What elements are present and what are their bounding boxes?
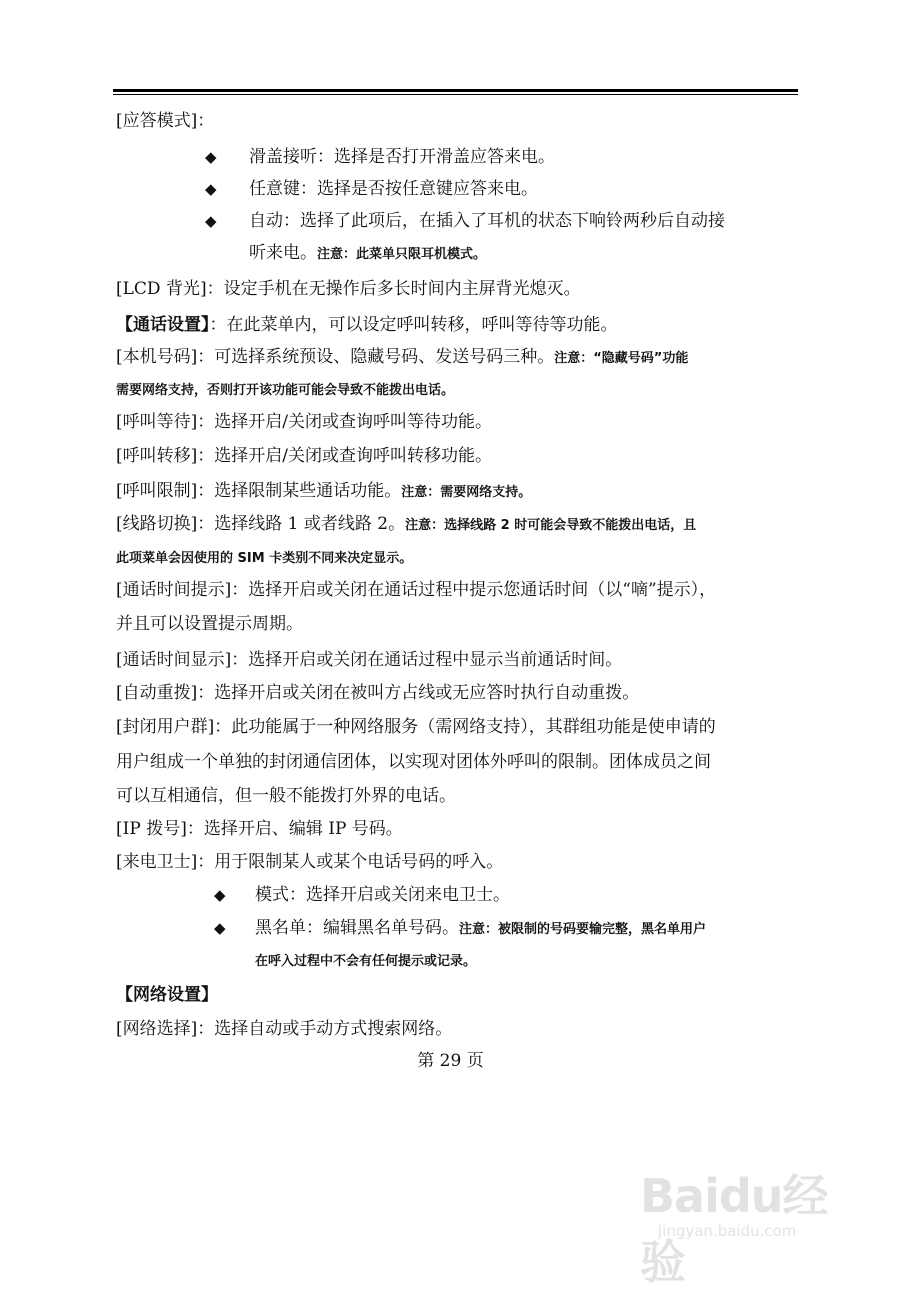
bullet-icon: ◆ bbox=[214, 919, 226, 937]
header-rule bbox=[113, 89, 798, 92]
section-heading: 【通话设置】 bbox=[116, 315, 210, 335]
item-call-time-reminder-cont: 并且可以设置提示周期。 bbox=[116, 614, 303, 634]
list-item-auto: 自动：选择了此项后，在插入了耳机的状态下响铃两秒后自动接 bbox=[249, 211, 725, 231]
watermark-logo: Baidu经验 bbox=[640, 1169, 828, 1289]
section-call-settings: 【通话设置】：在此菜单内，可以设定呼叫转移，呼叫等待等功能。 bbox=[116, 315, 618, 335]
item-cug: [封闭用户群]：此功能属于一种网络服务（需网络支持），其群组功能是使申请的 bbox=[116, 717, 716, 737]
watermark-url: jingyan.baidu.com bbox=[658, 1222, 797, 1240]
list-item-auto-cont: 听来电。注意：此菜单只限耳机模式。 bbox=[249, 243, 487, 263]
section-heading: 【网络设置】 bbox=[116, 985, 218, 1005]
item-cug-cont-1: 用户组成一个单独的封闭通信团体，以实现对团体外呼叫的限制。团体成员之间 bbox=[116, 752, 711, 772]
item-call-barring: [呼叫限制]：选择限制某些通话功能。注意：需要网络支持。 bbox=[116, 481, 532, 501]
item-auto-redial: [自动重拨]：选择开启或关闭在被叫方占线或无应答时执行自动重拨。 bbox=[116, 683, 640, 703]
item-call-time-display: [通话时间显示]：选择开启或关闭在通话过程中显示当前通话时间。 bbox=[116, 650, 623, 670]
bullet-icon: ◆ bbox=[205, 180, 217, 198]
note-text: 注意：此菜单只限耳机模式。 bbox=[317, 247, 487, 262]
bullet-icon: ◆ bbox=[205, 212, 217, 230]
list-item-slide-answer: 滑盖接听：选择是否打开滑盖应答来电。 bbox=[249, 147, 555, 167]
list-item-blacklist: 黑名单：编辑黑名单号码。注意：被限制的号码要输完整，黑名单用户 bbox=[255, 918, 707, 938]
note-text: 注意：选择线路 2 时可能会导致不能拨出电话，且 bbox=[405, 518, 697, 533]
bullet-icon: ◆ bbox=[214, 886, 226, 904]
header-rule-thin bbox=[113, 94, 798, 95]
item-cug-cont-2: 可以互相通信，但一般不能拨打外界的电话。 bbox=[116, 786, 456, 806]
list-item-any-key: 任意键：选择是否按任意键应答来电。 bbox=[249, 179, 538, 199]
watermark bbox=[640, 1160, 860, 1289]
list-item-mode: 模式：选择开启或关闭来电卫士。 bbox=[255, 885, 510, 905]
note-text: 注意：被限制的号码要输完整，黑名单用户 bbox=[459, 922, 707, 937]
section-lcd-backlight: [LCD 背光]：设定手机在无操作后多长时间内主屏背光熄灭。 bbox=[116, 279, 581, 299]
item-call-forward: [呼叫转移]：选择开启/关闭或查询呼叫转移功能。 bbox=[116, 446, 492, 466]
bullet-icon: ◆ bbox=[205, 148, 217, 166]
item-own-number: [本机号码]：可选择系统预设、隐藏号码、发送号码三种。注意：“隐藏号码”功能 bbox=[116, 347, 689, 367]
page-number: 第 29 页 bbox=[417, 1051, 484, 1071]
item-ip-dial: [IP 拨号]：选择开启、编辑 IP 号码。 bbox=[116, 819, 403, 839]
section-network-settings bbox=[116, 983, 218, 1007]
note-text: 注意：“隐藏号码”功能 bbox=[554, 351, 689, 366]
item-line-switch-note: 此项菜单会因使用的 SIM 卡类别不同来决定显示。 bbox=[116, 551, 413, 566]
item-line-switch: [线路切换]：选择线路 1 或者线路 2。注意：选择线路 2 时可能会导致不能拨出电话，且 bbox=[116, 514, 697, 534]
item-call-guard: [来电卫士]：用于限制某人或某个电话号码的呼入。 bbox=[116, 852, 504, 872]
section-answer-mode: [应答模式]： bbox=[116, 111, 215, 131]
item-call-waiting: [呼叫等待]：选择开启/关闭或查询呼叫等待功能。 bbox=[116, 412, 492, 432]
item-network-select: [网络选择]：选择自动或手动方式搜索网络。 bbox=[116, 1019, 453, 1039]
list-item-blacklist-note: 在呼入过程中不会有任何提示或记录。 bbox=[255, 954, 477, 969]
note-text: 注意：需要网络支持。 bbox=[401, 485, 532, 500]
item-call-time-reminder: [通话时间提示]：选择开启或关闭在通话过程中提示您通话时间（以“嘀”提示）， bbox=[116, 580, 717, 600]
item-own-number-note: 需要网络支持，否则打开该功能可能会导致不能拨出电话。 bbox=[116, 383, 455, 398]
